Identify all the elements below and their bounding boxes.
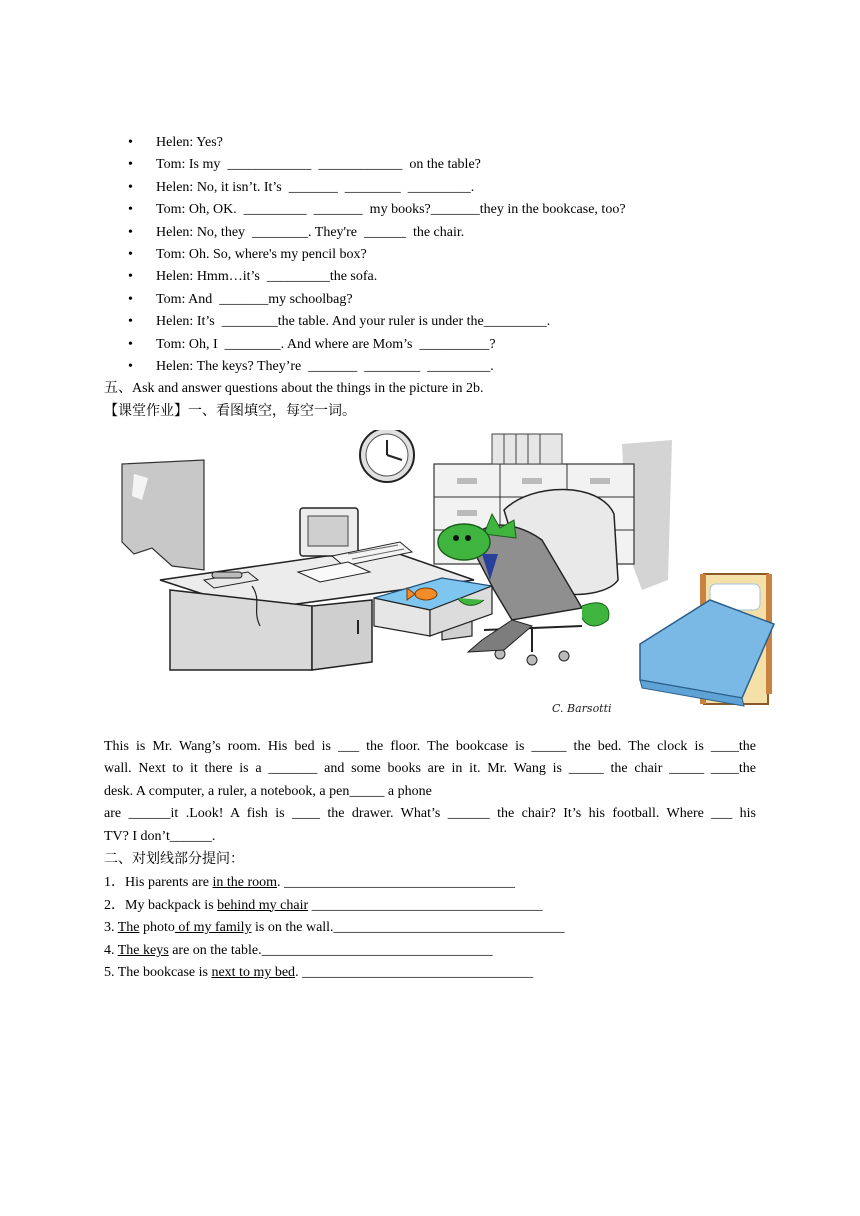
underlined-phrase: of my family (174, 920, 252, 936)
dialog-line: • Helen: It’s ________the table. And your ruler is under the_________. (104, 312, 754, 334)
section-2-title: 二、对划线部分提问： (104, 852, 244, 867)
bullet: • (128, 314, 133, 330)
question-item: 1．His parents are in the room. _________________________________ (104, 875, 516, 890)
underlined-phrase: behind my chair (217, 897, 309, 913)
bullet: • (128, 179, 133, 195)
cloze-line: desk. A computer, a ruler, a notebook, a pen_____ a phone (104, 783, 432, 799)
dialog-line: • Helen: No, it isn’t. It’s _______ ________ _________. (104, 178, 754, 200)
cloze-line: wall. Next to it there is a _______ and some books are in it. Mr. Wang is _____ the chair _____ ____the (104, 761, 756, 777)
clock-icon (360, 430, 414, 482)
question-item: 4. The keys are on the table._________________________________ (104, 942, 493, 958)
dialog-line: • Tom: Is my ____________ ____________ on the table? (104, 155, 754, 177)
office-room-illustration (112, 430, 780, 718)
question-item: 5. The bookcase is next to my bed. _________________________________ (104, 965, 534, 981)
section-5-title: 五、Ask and answer questions about the things in the picture in 2b. (104, 381, 484, 396)
underlined-phrase: in the room (212, 875, 278, 890)
artist-signature: C. Barsotti (552, 702, 612, 715)
dialog-line: • Helen: No, they ________. They're ______ the chair. (104, 223, 754, 245)
underlined-phrase: The (117, 920, 140, 936)
dialog-line: • Tom: Oh, OK. _________ _______ my books?_______they in the bookcase, too? (104, 200, 754, 222)
bullet: • (128, 291, 133, 307)
question-list (104, 873, 756, 986)
question-item: 3. The photo of my family is on the wall._________________________________ (104, 920, 565, 936)
bullet: • (128, 336, 133, 352)
cloze-line: TV? I don’t______. (104, 828, 216, 844)
dialog-list (104, 133, 754, 379)
dialog-line: • Helen: The keys? They’re _______ ________ _________. (104, 357, 754, 379)
homework-title: 【课堂作业】一、看图填空，每空一词。 (104, 404, 356, 419)
cloze-line: are ______it .Look! A fish is ____ the drawer. What’s ______ the chair? It’s his football. Where ___ his (104, 806, 756, 822)
cloze-paragraph (104, 736, 756, 848)
bullet: • (128, 157, 133, 173)
bullet: • (128, 202, 133, 218)
dialog-line: • Helen: Yes? (104, 133, 754, 155)
question-item: 2．My backpack is behind my chair _________________________________ (104, 897, 543, 913)
dialog-line: • Tom: Oh, I ________. And where are Mom’s __________? (104, 335, 754, 357)
dialog-line: • Tom: Oh. So, where's my pencil box? (104, 245, 754, 267)
underlined-phrase: next to my bed (211, 965, 296, 981)
underlined-phrase: The keys (117, 942, 169, 958)
dialog-line: • Tom: And _______my schoolbag? (104, 290, 754, 312)
bed (640, 574, 774, 706)
dialog-line: • Helen: Hmm…it’s _________the sofa. (104, 267, 754, 289)
bullet: • (128, 224, 133, 240)
bullet: • (128, 135, 133, 150)
bullet: • (128, 269, 133, 285)
bullet: • (128, 358, 133, 374)
cloze-line: This is Mr. Wang’s room. His bed is ___ the floor. The bookcase is _____ the bed. The clock is ____the (104, 739, 756, 754)
bullet: • (128, 246, 133, 262)
